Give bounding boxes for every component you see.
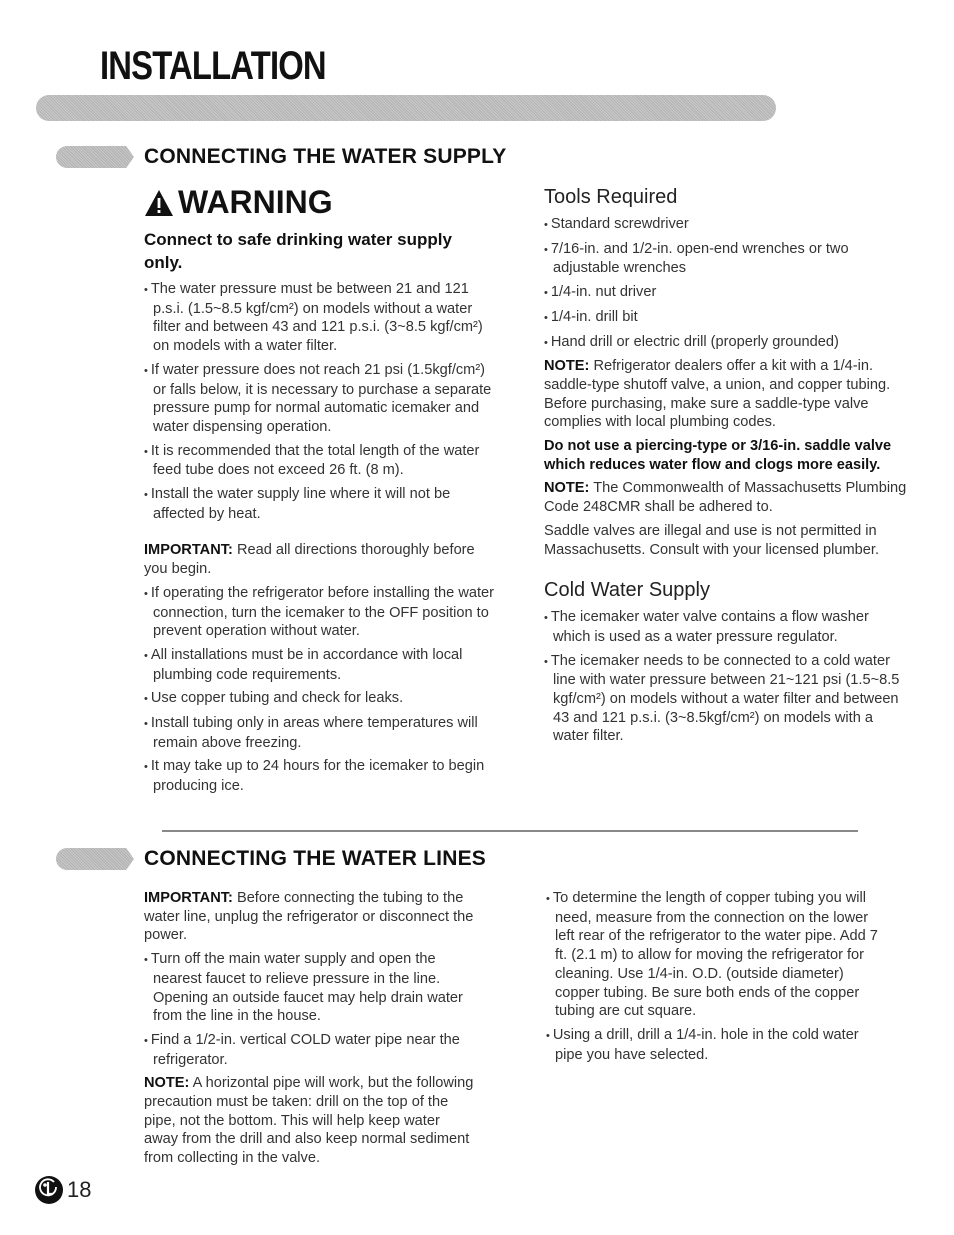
- tools-list: [544, 215, 910, 352]
- list-item: • The icemaker water valve contains a flow washer which is used as a water pressure regulator.: [544, 608, 910, 646]
- list-item: • Hand drill or electric drill (properly grounded): [544, 333, 910, 353]
- warning-subtitle: Connect to safe drinking water supply only.: [144, 230, 452, 272]
- warning-heading: [144, 184, 333, 221]
- list-item: • All installations must be in accordance with local plumbing code requirements.: [144, 646, 494, 684]
- section-title: CONNECTING THE WATER SUPPLY: [144, 145, 507, 168]
- lines-right-list: [546, 889, 886, 1064]
- list-item: • Turn off the main water supply and open the nearest faucet to relieve pressure in the line. Opening an outside faucet may help drain water from the line in the house.: [144, 950, 474, 1026]
- bullets-b-list: [144, 584, 494, 796]
- right-column-lines: [546, 889, 886, 1069]
- list-item: • The water pressure must be between 21 and 121 p.s.i. (1.5~8.5 kgf/cm²) on models without a water filter and between 43 and 121 p.s.i. (3~8.5 kgf/cm²) on models with a water filter.: [144, 280, 494, 356]
- list-item: • Find a 1/2-in. vertical COLD water pipe near the refrigerator.: [144, 1031, 474, 1069]
- page-footer: [34, 1175, 91, 1205]
- note-massachusetts-paragraph: NOTE: The Commonwealth of Massachusetts Plumbing Code 248CMR shall be adhered to.: [544, 480, 907, 516]
- note-kit-paragraph: NOTE: Refrigerator dealers offer a kit with a 1/4-in. saddle-type shutoff valve, a union, and copper tubing. Before purchasing, make sure a saddle-type valve complies with local plumbing codes.: [544, 358, 891, 431]
- page-title: INSTALLATION: [100, 44, 326, 88]
- tools-required-heading: Tools Required: [544, 186, 678, 208]
- important-paragraph: IMPORTANT: Before connecting the tubing to the water line, unplug the refrigerator or disconnect the power.: [144, 890, 474, 944]
- warning-triangle-icon: [144, 189, 174, 217]
- section-divider: [162, 830, 858, 832]
- bullets-a-list: [144, 280, 494, 523]
- left-column-supply: [144, 228, 494, 801]
- list-item: • It may take up to 24 hours for the icemaker to begin producing ice.: [144, 757, 494, 795]
- section-tab-decoration: [56, 146, 134, 168]
- list-item: • 1/4-in. drill bit: [544, 308, 910, 328]
- section-tab-decoration: [56, 848, 134, 870]
- cold-water-list: [544, 608, 910, 746]
- list-item: • The icemaker needs to be connected to a cold water line with water pressure between 21~121 psi (1.5~8.5 kgf/cm²) on models without a water filter and between 43 and 121 p.s.i. (3~8.5kgf/cm²) on models with a water filter.: [544, 652, 910, 747]
- section-heading-water-lines: [56, 847, 486, 871]
- note-horizontal-pipe: NOTE: A horizontal pipe will work, but the following precaution must be taken: drill on the top of the pipe, not the bottom. This will help keep water away from the drill and also keep normal sediment from collecting in the valve.: [144, 1075, 474, 1167]
- list-item: • Install the water supply line where it will not be affected by heat.: [144, 485, 494, 523]
- list-item: • 7/16-in. and 1/2-in. open-end wrenches or two adjustable wrenches: [544, 240, 910, 278]
- saddle-valve-warning: Do not use a piercing-type or 3/16-in. saddle valve which reduces water flow and clogs more easily.: [544, 438, 892, 473]
- list-item: • Install tubing only in areas where temperatures will remain above freezing.: [144, 714, 494, 752]
- section-heading-water-supply: [56, 145, 506, 169]
- list-item: • Use copper tubing and check for leaks.: [144, 689, 494, 709]
- list-item: • To determine the length of copper tubing you will need, measure from the connection on the lower left rear of the refrigerator to the water pipe. Add 7 ft. (2.1 m) to allow for moving the refrigerator for cleaning. Use 1/4-in. O.D. (outside diameter) copper tubing. Be sure both ends of the copper tubing are cut square.: [546, 889, 886, 1021]
- right-column-supply: [544, 185, 910, 751]
- left-column-lines: [144, 889, 474, 1173]
- warning-title: WARNING: [178, 184, 333, 220]
- list-item: • If operating the refrigerator before installing the water connection, turn the icemaker to the OFF position to prevent operation without water.: [144, 584, 494, 641]
- section-title: CONNECTING THE WATER LINES: [144, 847, 486, 870]
- lines-left-list: [144, 950, 474, 1069]
- page-number: 18: [67, 1177, 92, 1202]
- title-bar: [36, 95, 776, 121]
- saddle-illegal-paragraph: Saddle valves are illegal and use is not permitted in Massachusetts. Consult with your licensed plumber.: [544, 522, 880, 558]
- list-item: • 1/4-in. nut driver: [544, 283, 910, 303]
- lg-logo-icon: [34, 1175, 64, 1205]
- list-item: • Using a drill, drill a 1/4-in. hole in the cold water pipe you have selected.: [546, 1026, 886, 1064]
- list-item: • It is recommended that the total length of the water feed tube does not exceed 26 ft. (8 m).: [144, 442, 494, 480]
- important-paragraph: IMPORTANT: Read all directions thoroughly before you begin.: [144, 542, 475, 578]
- cold-water-supply-heading: Cold Water Supply: [544, 579, 710, 602]
- list-item: • If water pressure does not reach 21 psi (1.5kgf/cm²) or falls below, it is necessary to purchase a separate pressure pump for normal automatic icemaker and water dispensing operation.: [144, 361, 494, 437]
- list-item: • Standard screwdriver: [544, 215, 910, 235]
